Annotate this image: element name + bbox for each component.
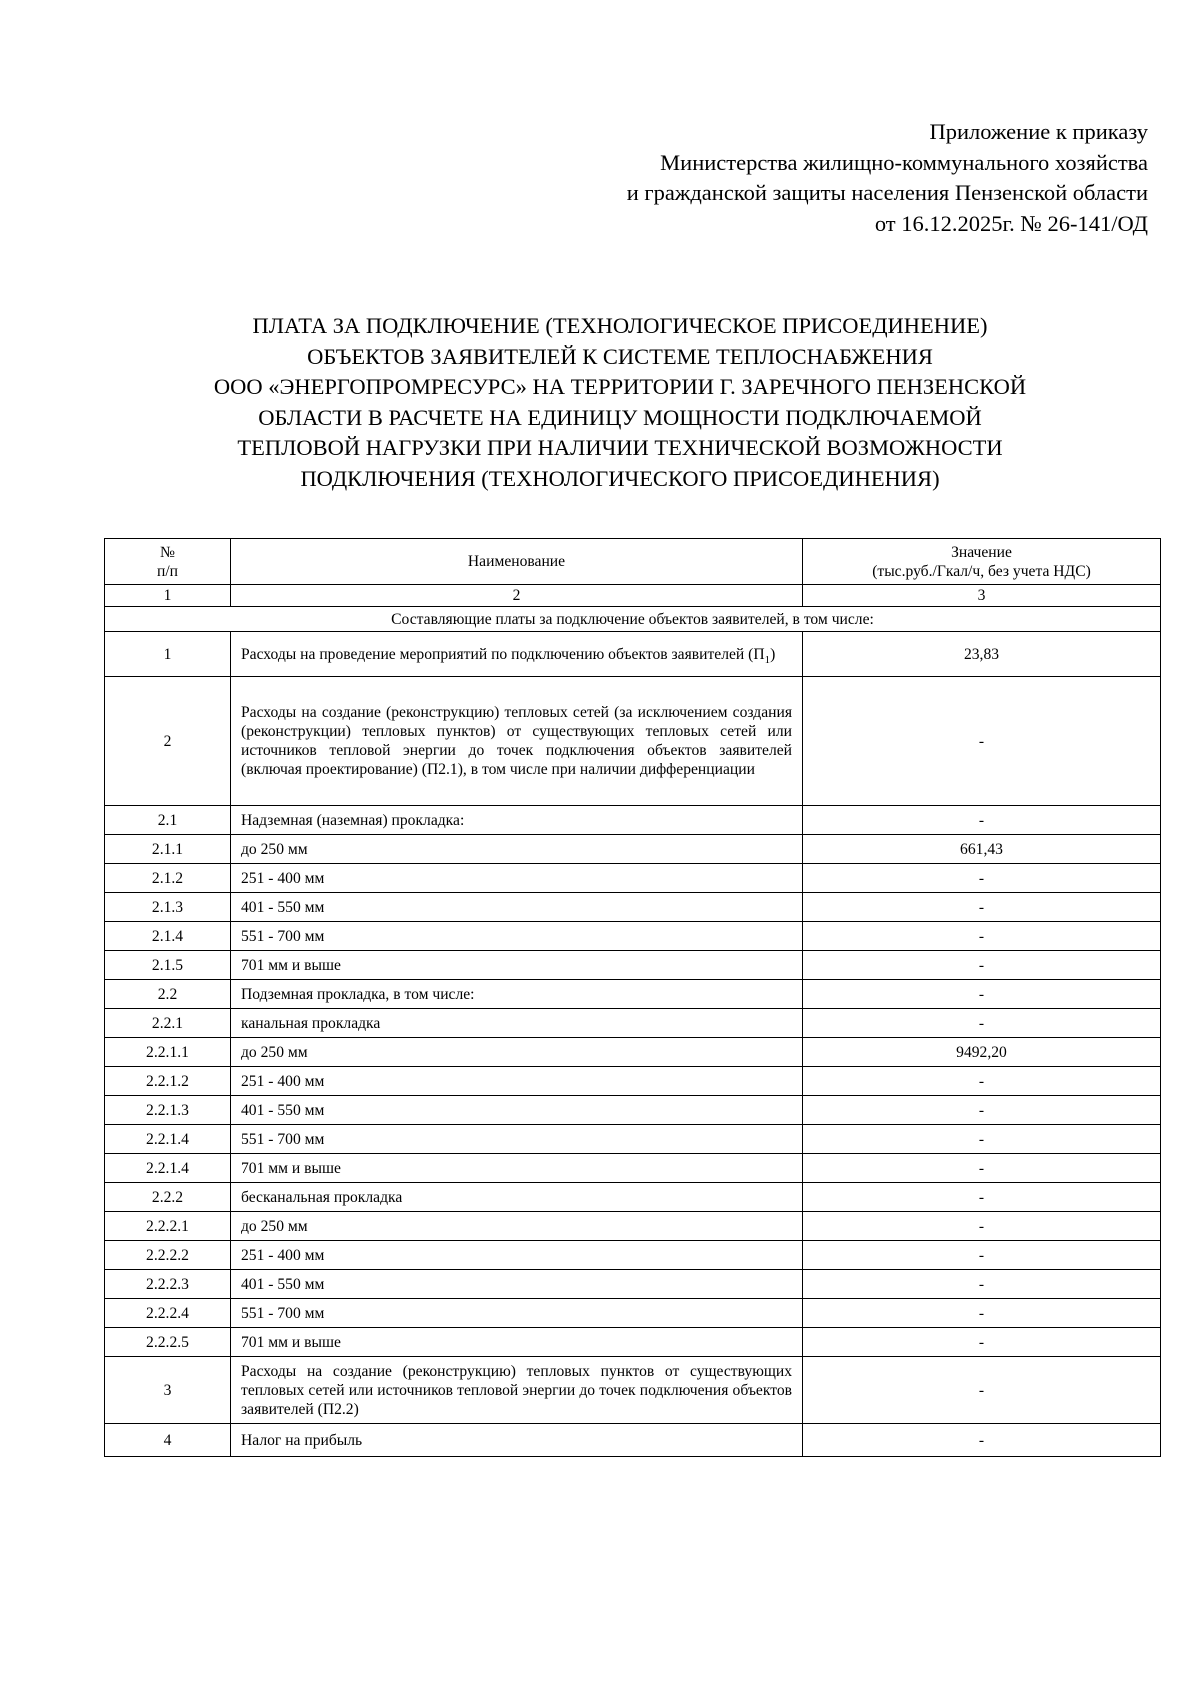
- row-value-cell: -: [803, 980, 1161, 1009]
- row-number-cell: 2.1.2: [105, 864, 231, 893]
- table-header-row: [105, 539, 1161, 585]
- row-value-cell: 661,43: [803, 835, 1161, 864]
- row-number-cell: 2.1: [105, 806, 231, 835]
- row-number-cell: 2.1.1: [105, 835, 231, 864]
- column-numbers-row: [105, 585, 1161, 607]
- row-number-cell: 2.2.1.4: [105, 1125, 231, 1154]
- row-number-cell: 2: [105, 677, 231, 806]
- row-name-cell: 401 - 550 мм: [231, 1270, 803, 1299]
- header-number-label: п/п: [156, 562, 179, 580]
- header-line: Министерства жилищно-коммунального хозяйства: [660, 149, 1148, 175]
- row-number-cell: 2.2.2.5: [105, 1328, 231, 1357]
- row-name-cell: [231, 632, 803, 677]
- row-value-cell: -: [803, 1299, 1161, 1328]
- row-name-cell: 551 - 700 мм: [231, 1125, 803, 1154]
- row-number-cell: 2.1.3: [105, 893, 231, 922]
- row-value-cell: -: [803, 1241, 1161, 1270]
- row-value-cell: -: [803, 677, 1161, 806]
- row-name-cell: Подземная прокладка, в том числе:: [231, 980, 803, 1009]
- row-number-cell: 2.2.2.3: [105, 1270, 231, 1299]
- table-row: [105, 893, 1161, 922]
- row-name-cell: Надземная (наземная) прокладка:: [231, 806, 803, 835]
- table-row: [105, 1328, 1161, 1357]
- header-number-sign: №: [160, 543, 175, 561]
- row-number-cell: 2.2.1.4: [105, 1154, 231, 1183]
- row-name-cell: до 250 мм: [231, 1038, 803, 1067]
- row-value-cell: -: [803, 922, 1161, 951]
- row-name-text: Расходы на проведение мероприятий по подключению объектов заявителей (П: [241, 645, 765, 663]
- table-row: [105, 632, 1161, 677]
- table-row: [105, 1212, 1161, 1241]
- title-line: ОБЪЕКТОВ ЗАЯВИТЕЛЕЙ К СИСТЕМЕ ТЕПЛОСНАБЖЕНИЯ: [307, 343, 933, 369]
- column-number-cell: 1: [105, 585, 231, 607]
- header-cell-number: [105, 539, 231, 585]
- table-row: [105, 951, 1161, 980]
- row-value-cell: -: [803, 806, 1161, 835]
- row-number-cell: 2.2.1.3: [105, 1096, 231, 1125]
- title-line: ПЛАТА ЗА ПОДКЛЮЧЕНИЕ (ТЕХНОЛОГИЧЕСКОЕ ПРИСОЕДИНЕНИЕ): [252, 313, 988, 338]
- row-name-cell: Налог на прибыль: [231, 1424, 803, 1457]
- row-value-cell: -: [803, 1125, 1161, 1154]
- table-row: [105, 835, 1161, 864]
- row-name-cell: 701 мм и выше: [231, 1154, 803, 1183]
- row-name-cell: Расходы на создание (реконструкцию) тепловых сетей (за исключением создания (реконструкции) тепловых пунктов) от существующих тепловых сетей или источников тепловой энергии до точек подключения объектов заявителей (включая проектирование) (П2.1), в том числе при наличии дифференциации: [231, 677, 803, 806]
- row-name-cell: Расходы на создание (реконструкцию) тепловых пунктов от существующих тепловых сетей или источников тепловой энергии до точек подключения объектов заявителей (П2.2): [231, 1357, 803, 1424]
- table-row: [105, 864, 1161, 893]
- row-value-cell: -: [803, 1067, 1161, 1096]
- table-row: [105, 980, 1161, 1009]
- row-name-cell: 251 - 400 мм: [231, 1241, 803, 1270]
- table-row: [105, 1038, 1161, 1067]
- column-number-cell: 2: [231, 585, 803, 607]
- table-row: [105, 1299, 1161, 1328]
- header-cell-name: Наименование: [231, 539, 803, 585]
- row-name-cell: бесканальная прокладка: [231, 1183, 803, 1212]
- section-title-cell: Составляющие платы за подключение объектов заявителей, в том числе:: [105, 607, 1161, 632]
- row-number-cell: 2.1.5: [105, 951, 231, 980]
- row-number-cell: 4: [105, 1424, 231, 1457]
- header-line: Приложение к приказу: [929, 119, 1148, 144]
- table-row: [105, 1183, 1161, 1212]
- row-value-cell: -: [803, 1328, 1161, 1357]
- row-name-cell: 251 - 400 мм: [231, 864, 803, 893]
- row-name-end: ): [770, 645, 776, 663]
- row-number-cell: 2.2.1.2: [105, 1067, 231, 1096]
- table-row: [105, 1357, 1161, 1424]
- header-value-units: (тыс.руб./Гкал/ч, без учета НДС): [872, 562, 1091, 580]
- row-number-cell: 2.1.4: [105, 922, 231, 951]
- row-number-cell: 2.2: [105, 980, 231, 1009]
- row-value-cell: -: [803, 1154, 1161, 1183]
- row-value-cell: -: [803, 951, 1161, 980]
- table-row: [105, 1067, 1161, 1096]
- row-name-cell: 401 - 550 мм: [231, 893, 803, 922]
- order-appendix-header: [627, 117, 1148, 239]
- row-value-cell: -: [803, 1096, 1161, 1125]
- row-name-cell: 251 - 400 мм: [231, 1067, 803, 1096]
- title-line: ПОДКЛЮЧЕНИЯ (ТЕХНОЛОГИЧЕСКОГО ПРИСОЕДИНЕНИЯ): [300, 465, 940, 491]
- title-line: ТЕПЛОВОЙ НАГРУЗКИ ПРИ НАЛИЧИИ ТЕХНИЧЕСКОЙ ВОЗМОЖНОСТИ: [237, 435, 1003, 460]
- row-name-cell: до 250 мм: [231, 1212, 803, 1241]
- table-row: [105, 1125, 1161, 1154]
- row-value-cell: 23,83: [803, 632, 1161, 677]
- row-number-cell: 2.2.2: [105, 1183, 231, 1212]
- row-value-cell: -: [803, 1009, 1161, 1038]
- row-number-cell: 2.2.2.2: [105, 1241, 231, 1270]
- row-value-cell: 9492,20: [803, 1038, 1161, 1067]
- row-number-cell: 1: [105, 632, 231, 677]
- row-name-cell: 701 мм и выше: [231, 951, 803, 980]
- table-row: [105, 806, 1161, 835]
- table-row: [105, 1424, 1161, 1457]
- table-row: [105, 677, 1161, 806]
- row-value-cell: -: [803, 1212, 1161, 1241]
- row-name-cell: 701 мм и выше: [231, 1328, 803, 1357]
- row-value-cell: -: [803, 864, 1161, 893]
- row-number-cell: 3: [105, 1357, 231, 1424]
- row-value-cell: -: [803, 893, 1161, 922]
- header-line: и гражданской защиты населения Пензенской области: [626, 180, 1148, 205]
- row-name-cell: канальная прокладка: [231, 1009, 803, 1038]
- header-line: от 16.12.2025г. № 26-141/ОД: [874, 210, 1148, 236]
- title-line: ОБЛАСТИ В РАСЧЕТЕ НА ЕДИНИЦУ МОЩНОСТИ ПОДКЛЮЧАЕМОЙ: [258, 404, 982, 430]
- row-number-cell: 2.2.1: [105, 1009, 231, 1038]
- table-row: [105, 1270, 1161, 1299]
- row-name-cell: 401 - 550 мм: [231, 1096, 803, 1125]
- row-number-cell: 2.2.2.1: [105, 1212, 231, 1241]
- row-value-cell: -: [803, 1424, 1161, 1457]
- table-row: [105, 1009, 1161, 1038]
- row-value-cell: -: [803, 1270, 1161, 1299]
- row-number-cell: 2.2.2.4: [105, 1299, 231, 1328]
- row-number-cell: 2.2.1.1: [105, 1038, 231, 1067]
- table-row: [105, 1096, 1161, 1125]
- row-name-cell: 551 - 700 мм: [231, 922, 803, 951]
- row-name-cell: 551 - 700 мм: [231, 1299, 803, 1328]
- row-value-cell: -: [803, 1357, 1161, 1424]
- table-row: [105, 922, 1161, 951]
- column-number-cell: 3: [803, 585, 1161, 607]
- title-line: ООО «ЭНЕРГОПРОМРЕСУРС» НА ТЕРРИТОРИИ Г. ЗАРЕЧНОГО ПЕНЗЕНСКОЙ: [213, 374, 1027, 399]
- header-cell-value: [803, 539, 1161, 585]
- row-value-cell: -: [803, 1183, 1161, 1212]
- tariff-table: [104, 538, 1161, 1457]
- row-name-subscript: 1: [764, 653, 771, 666]
- table-row: [105, 1154, 1161, 1183]
- row-name-cell: до 250 мм: [231, 835, 803, 864]
- document-title: [60, 311, 1180, 494]
- section-row: [105, 607, 1161, 632]
- header-value-label: Значение: [951, 543, 1012, 561]
- table-row: [105, 1241, 1161, 1270]
